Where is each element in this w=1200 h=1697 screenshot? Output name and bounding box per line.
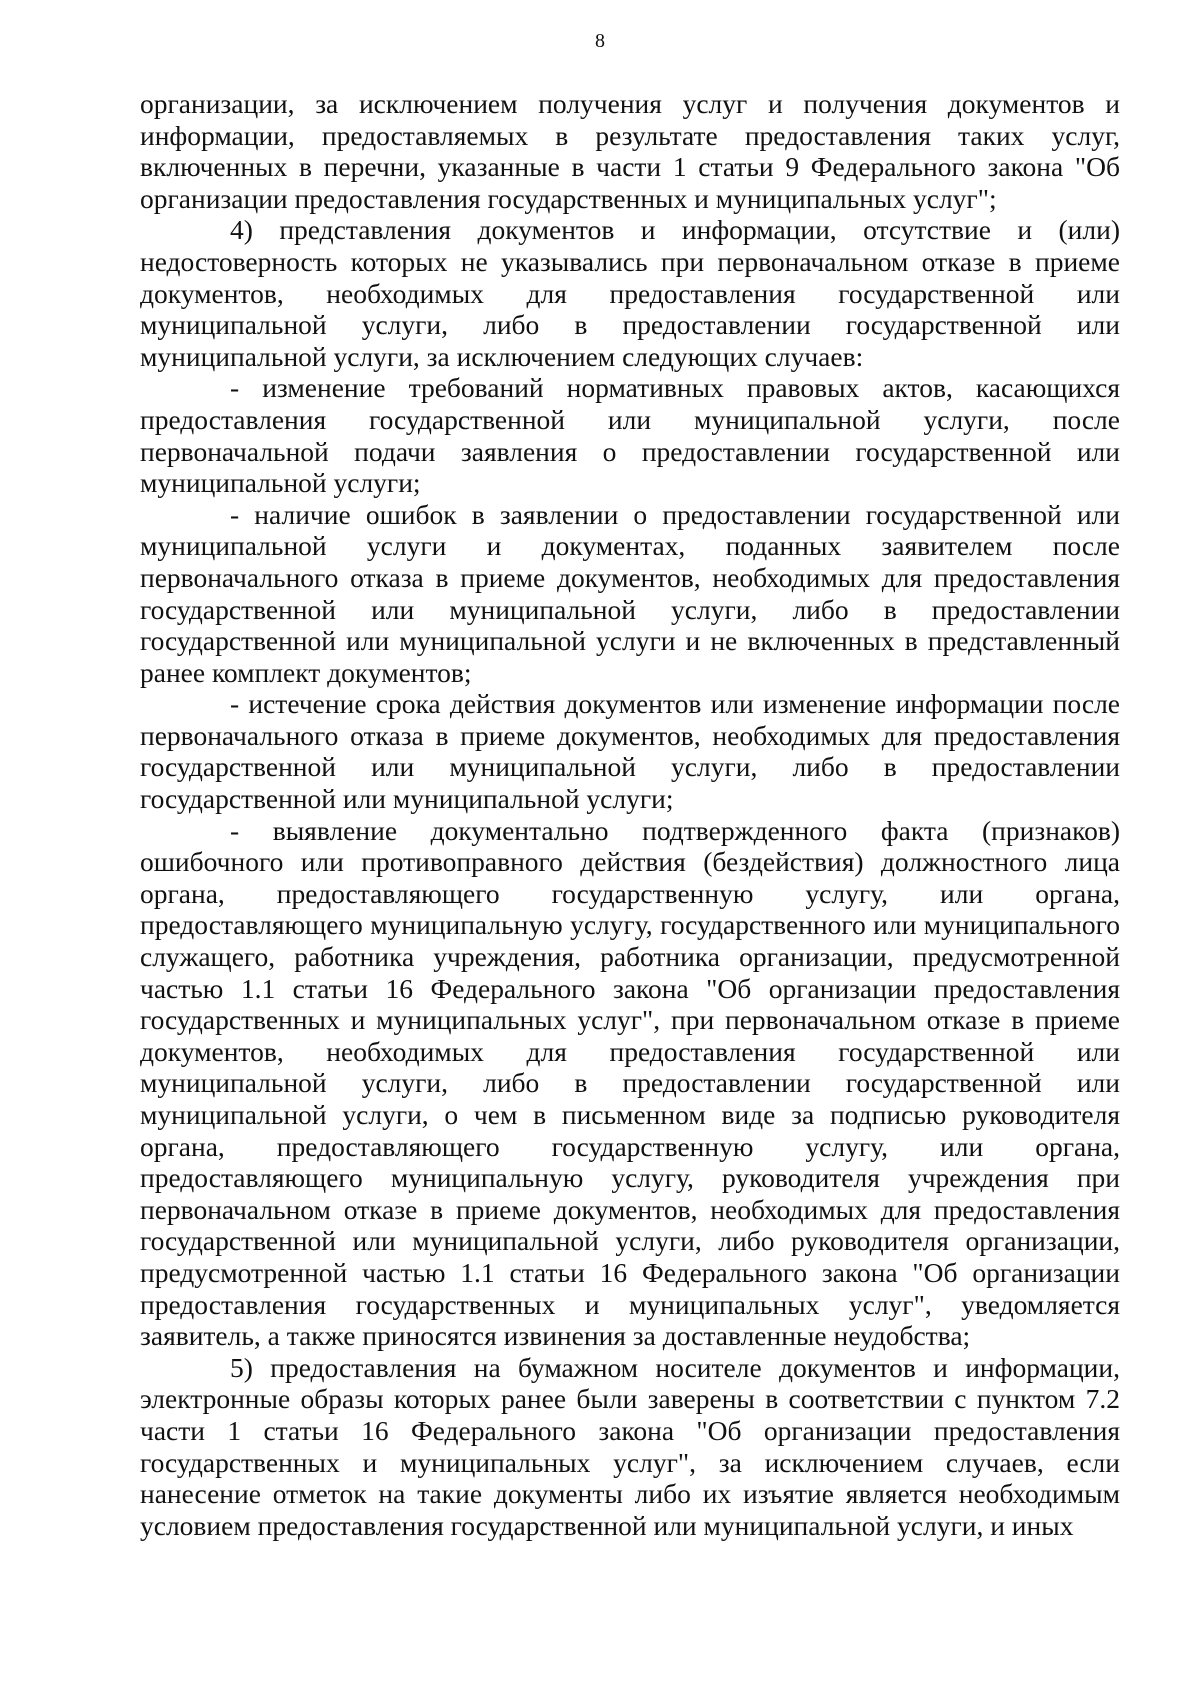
paragraph-exception-expiry: - истечение срока действия документов или изменение информации после первоначального отказа в приеме документов, необходимых для предоставления государственной или муниципальной услуги, либо в предоставлении государственной или муниципальной услуги; <box>140 688 1120 815</box>
page-number: 8 <box>595 30 605 52</box>
paragraph-exception-errors: - наличие ошибок в заявлении о предоставлении государственной или муниципальной услуги и документах, поданных заявителем после первоначального отказа в приеме документов, необходимых для предоставления государственной или муниципальной услуги, либо в предоставлении государственной или муниципальной услуги и не включенных в представленный ранее комплект документов; <box>140 498 1120 688</box>
paragraph-exception-requirements-change: - изменение требований нормативных правовых актов, касающихся предоставления государственной или муниципальной услуги, после первоначальной подачи заявления о предоставлении государственной или муниципальной услуги; <box>140 372 1120 499</box>
paragraph-item-4: 4) представления документов и информации, отсутствие и (или) недостоверность которых не указывались при первоначальном отказе в приеме документов, необходимых для предоставления государственной или муниципальной услуги, либо в предоставлении государственной или муниципальной услуги, за исключением следующих случаев: <box>140 214 1120 372</box>
paragraph-continuation: организации, за исключением получения услуг и получения документов и информации, предоставляемых в результате предоставления таких услуг, включенных в перечни, указанные в части 1 статьи 9 Федерального закона "Об организации предоставления государственных и муниципальных услуг"; <box>140 88 1120 214</box>
paragraph-exception-misconduct: - выявление документально подтвержденного факта (признаков) ошибочного или противоправного действия (бездействия) должностного лица органа, предоставляющего государственную услугу, или органа, предоставляющего муниципальную услугу, государственного или муниципального служащего, работника учреждения, работника организации, предусмотренной частью 1.1 статьи 16 Федерального закона "Об организации предоставления государственных и муниципальных услуг", при первоначальном отказе в приеме документов, необходимых для предоставления государственной или муниципальной услуги, либо в предоставлении государственной или муниципальной услуги, о чем в письменном виде за подписью руководителя органа, предоставляющего государственную услугу, или органа, предоставляющего муниципальную услугу, руководителя учреждения при первоначальном отказе в приеме документов, необходимых для предоставления государственной или муниципальной услуги, либо руководителя организации, предусмотренной частью 1.1 статьи 16 Федерального закона "Об организации предоставления государственных и муниципальных услуг", уведомляется заявитель, а также приносятся извинения за доставленные неудобства; <box>140 814 1120 1352</box>
paragraph-item-5: 5) предоставления на бумажном носителе документов и информации, электронные образы которых ранее были заверены в соответствии с пунктом 7.2 части 1 статьи 16 Федерального закона "Об организации предоставления государственных и муниципальных услуг", за исключением случаев, если нанесение отметок на такие документы либо их изъятие является необходимым условием предоставления государственной или муниципальной услуги, и иных <box>140 1351 1120 1541</box>
document-body <box>140 88 1120 1541</box>
